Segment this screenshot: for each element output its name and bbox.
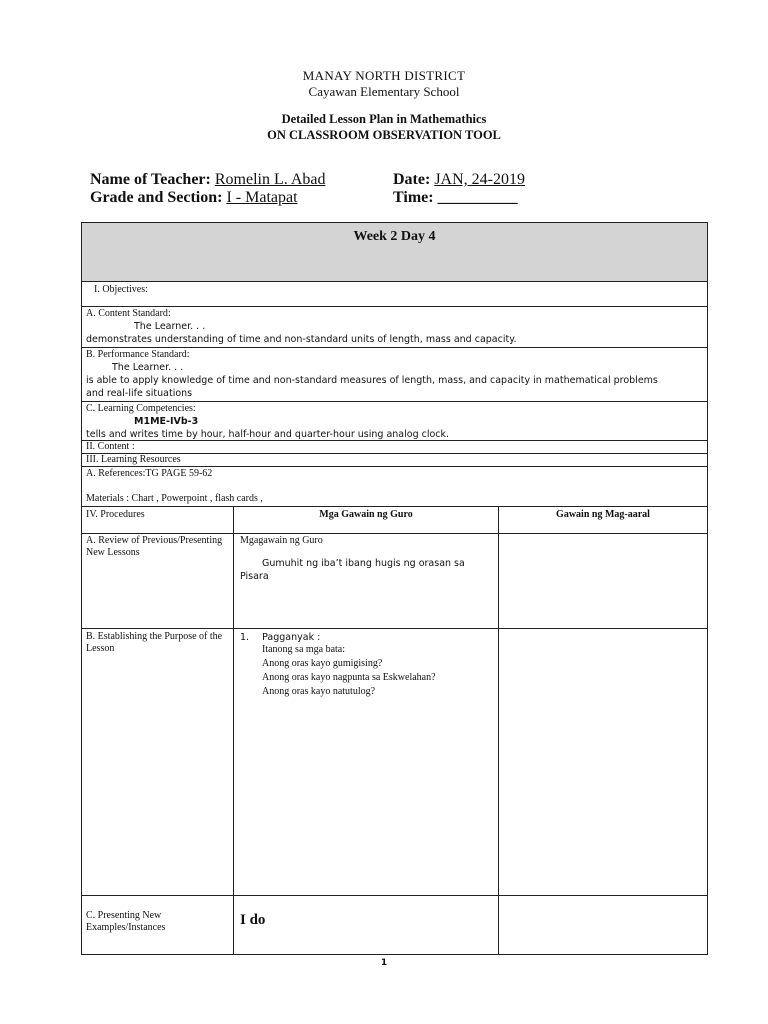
date-line [393, 171, 525, 189]
district-name: MANAY NORTH DISTRICT [302, 68, 466, 83]
student-column-title: Gawain ng Mag-aaral [556, 509, 650, 520]
objectives-label: I. Objectives: [94, 284, 148, 295]
school-name: Cayawan Elementary School [308, 84, 460, 99]
competencies-label: C. Learning Competencies: [86, 403, 196, 414]
resources-label: III. Learning Resources [86, 454, 181, 465]
performance-standard-text: is able to apply knowledge of time and non-standard measures of length, mass, and capacity in mathematical problems [86, 375, 658, 386]
teacher-column-title: Mga Gawain ng Guro [319, 509, 413, 520]
content-standard-text: demonstrates understanding of time and non-standard units of length, mass and capacity. [86, 334, 517, 345]
performance-standard-learner: The Learner. . . [112, 362, 184, 373]
performance-standard-label: B. Performance Standard: [86, 349, 190, 360]
document-title: Detailed Lesson Plan in Mathemathics [281, 112, 487, 126]
materials-label: Materials : Chart , Powerpoint , flash cards , [86, 493, 263, 504]
teacher-name: Romelin L. Abad [214, 171, 326, 188]
presenting-teacher-text: I do [240, 912, 266, 928]
grade-value: I - Matapat [226, 189, 298, 206]
content-standard-label: A. Content Standard: [86, 308, 171, 319]
review-student-cell [498, 533, 708, 629]
purpose-label-cell [81, 628, 234, 896]
references-row [81, 466, 708, 507]
review-label-cell [81, 533, 234, 629]
student-column-header [498, 506, 708, 534]
document-subtitle: ON CLASSROOM OBSERVATION TOOL [267, 128, 501, 142]
purpose-item-title: Pagganyak : [262, 632, 321, 643]
date-value: JAN, 24-2019 [434, 171, 525, 188]
review-label: A. Review of Previous/Presenting New Lessons [86, 535, 223, 558]
content-label: II. Content : [86, 441, 135, 452]
purpose-item-number: 1. [240, 632, 250, 643]
presenting-teacher-cell [233, 895, 499, 955]
review-teacher-text: Gumuhit ng iba’t ibang hugis ng orasan sa Pisara [240, 558, 465, 582]
teacher-label: Name of Teacher: [90, 171, 211, 188]
performance-standard-row [81, 347, 708, 402]
procedures-label: IV. Procedures [86, 509, 145, 520]
teacher-line [90, 171, 326, 189]
week-header [81, 222, 708, 282]
grade-line [90, 189, 298, 207]
review-teacher-cell [233, 533, 499, 629]
teacher-column-header [233, 506, 499, 534]
review-teacher-title: Mgagawain ng Guro [240, 535, 323, 546]
purpose-item-row [240, 631, 498, 644]
purpose-teacher-cell [233, 628, 499, 896]
purpose-label: B. Establishing the Purpose of the Lesson [86, 631, 223, 654]
page-number: 1 [380, 958, 388, 968]
competency-code: M1ME-IVb-3 [134, 416, 199, 427]
resources-row [81, 453, 708, 467]
time-label: Time: [393, 189, 434, 206]
purpose-line-1: Itanong sa mga bata: [262, 644, 346, 655]
lesson-plan-table [81, 222, 708, 955]
content-standard-learner: The Learner. . . [134, 321, 206, 332]
content-standard-row [81, 306, 708, 348]
week-title: Week 2 Day 4 [353, 229, 436, 244]
performance-standard-text-cont: and real-life situations [86, 388, 193, 399]
presenting-label-cell [81, 895, 234, 955]
presenting-student-cell [498, 895, 708, 955]
time-value: __________ [437, 189, 518, 206]
purpose-line-3: Anong oras kayo nagpunta sa Eskwelahan? [262, 672, 436, 683]
presenting-label: C. Presenting New Examples/Instances [86, 910, 166, 933]
competencies-row [81, 401, 708, 441]
content-row [81, 440, 708, 454]
time-line [393, 189, 518, 207]
procedures-label-cell [81, 506, 234, 534]
purpose-line-2: Anong oras kayo gumigising? [262, 658, 383, 669]
objectives-row [81, 281, 708, 307]
competency-text: tells and writes time by hour, half-hour and quarter-hour using analog clock. [86, 429, 450, 440]
references-label: A. References:TG PAGE 59-62 [86, 468, 213, 479]
purpose-student-cell [498, 628, 708, 896]
date-label: Date: [393, 171, 431, 188]
purpose-line-4: Anong oras kayo natutulog? [262, 686, 376, 697]
grade-label: Grade and Section: [90, 189, 223, 206]
